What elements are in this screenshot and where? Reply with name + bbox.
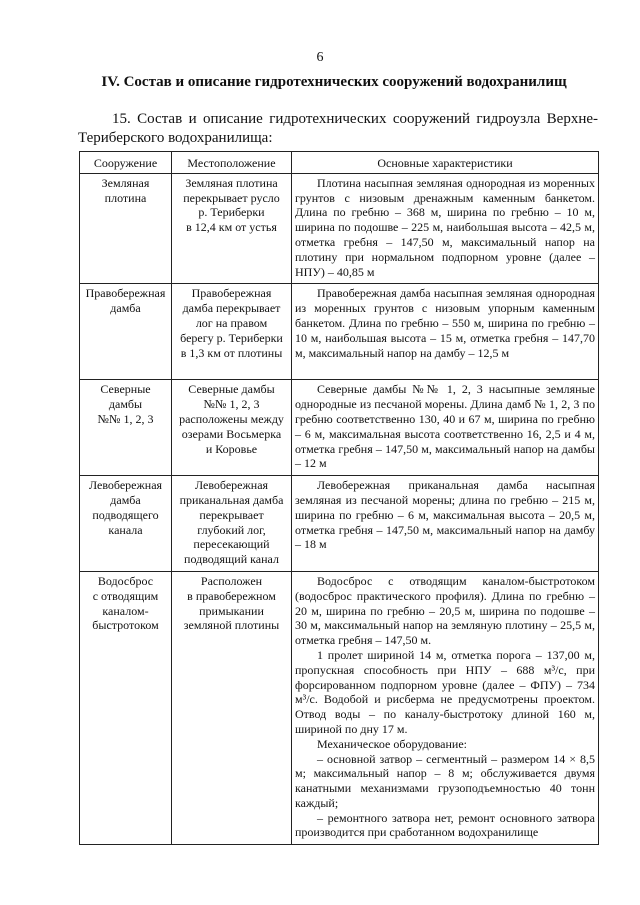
characteristics-paragraph: Правобережная дамба насыпная земляная однородная из моренных грунтов с низовым упорным каменным банкетом. Длина по гребню – 550 м, ширина по гребню – 10 м, наибольшая высота – 15 м, отметка гребня – 147,70 м, максимальный напор на дамбу – 12,5 м (295, 286, 595, 360)
table-row (80, 571, 599, 844)
intro-paragraph: 15. Состав и описание гидротехнических сооружений гидроузла Верхне-Териберского водохранилища: (78, 111, 598, 146)
characteristics-cell (292, 476, 599, 572)
header-structure: Сооружение (80, 152, 172, 174)
structure-name-cell (80, 380, 172, 476)
characteristics-cell (292, 380, 599, 476)
characteristics-paragraph: – ремонтного затвора нет, ремонт основного затвора производится при сработанном водохранилище (295, 810, 595, 840)
structure-location: Земляная плотина перекрывает русло р. Териберки в 12,4 км от устья (183, 175, 280, 235)
header-location: Местоположение (172, 152, 292, 174)
header-characteristics: Основные характеристики (292, 152, 599, 174)
table-row (80, 476, 599, 572)
characteristics-paragraph: 1 пролет шириной 14 м, отметка порога – 137,00 м, пропускная способность при НПУ – 688 м³/с, при форсированном подпорном уровне (далее – ФПУ) – 734 м³/с. Водобой и рисберма не предусмотрены проектом. Отвод воды – по каналу-быстротоку длиной 160 м, шириной по дну 17 м. (295, 647, 595, 736)
structure-name-cell (80, 476, 172, 572)
structure-name: Земляная плотина (101, 175, 150, 205)
structure-location: Расположен в правобережном примыкании земляной плотины (183, 573, 280, 633)
characteristics-paragraph: – основной затвор – сегментный – размером 14 × 8,5 м; максимальный напор – 8 м; обслуживается двумя канатными механизмами грузоподъемностью 40 тонн каждый; (295, 751, 595, 810)
page-number: 6 (316, 50, 324, 65)
table-header-row (80, 152, 599, 174)
table-row (80, 173, 599, 284)
structure-name: Водосброс с отводящим каналом- быстротоком (92, 573, 159, 633)
characteristics-cell (292, 284, 599, 380)
location-cell (172, 380, 292, 476)
structure-name-cell (80, 571, 172, 844)
structure-name: Правобережная дамба (85, 286, 166, 316)
structure-location: Левобережная приканальная дамба перекрывает глубокий лог, пересекающий подводящий канал (179, 478, 284, 567)
location-cell (172, 571, 292, 844)
location-cell (172, 173, 292, 284)
structure-name-cell (80, 173, 172, 284)
location-cell (172, 476, 292, 572)
structure-location: Северные дамбы №№ 1, 2, 3 расположены между озерами Восьмерка и Коровье (179, 382, 284, 456)
characteristics-paragraph: Северные дамбы №№ 1, 2, 3 насыпные земляные однородные из песчаной морены. Длина дамб № 1, 2, 3 по гребню соответственно 130, 40 и 67 м, ширина по гребню – 6 м, максимальная высота соответственно 16, 2,5 и 4 м, отметка гребня – 147,50 м, максимальный напор на дамбы – 12 м (295, 382, 595, 471)
structure-location: Правобережная дамба перекрывает лог на правом берегу р. Териберки в 1,3 км от плотины (180, 286, 283, 360)
table-row (80, 380, 599, 476)
characteristics-cell (292, 571, 599, 844)
structure-name-cell (80, 284, 172, 380)
characteristics-paragraph: Водосброс с отводящим каналом-быстротоком (водосброс практического профиля). Длина по гребню – 20 м, ширина по гребню – 20,5 м, ширина по подошве – 30 м, максимальный напор на земляную плотину – 25,5 м, отметка гребня – 147,50 м. (295, 573, 595, 648)
structures-table (79, 151, 599, 845)
structure-name: Северные дамбы №№ 1, 2, 3 (97, 382, 154, 426)
structure-name: Левобережная дамба подводящего канала (88, 478, 163, 537)
location-cell (172, 284, 292, 380)
characteristics-paragraph: Левобережная приканальная дамба насыпная земляная из песчаной морены; длина по гребню – 215 м, ширина по гребню – 6 м, максимальная высота – 20,5 м, отметка гребня – 147,50 м, максимальный напор на дамбу – 18 м (295, 478, 595, 552)
characteristics-paragraph: Плотина насыпная земляная однородная из моренных грунтов с низовым дренажным каменным банкетом. Длина по гребню – 368 м, ширина по гребню – 10 м, ширина по подошве – 225 м, наибольшая высота – 42,5 м, отметка гребня – 147,50 м, максимальный напор на плотину при нормальном подпорном уровне (далее – НПУ) – 40,85 м (295, 175, 595, 279)
characteristics-paragraph: Механическое оборудование: (317, 736, 468, 751)
table-row (80, 284, 599, 380)
characteristics-cell (292, 173, 599, 284)
section-title: IV. Состав и описание гидротехнических сооружений водохранилищ (101, 74, 567, 90)
